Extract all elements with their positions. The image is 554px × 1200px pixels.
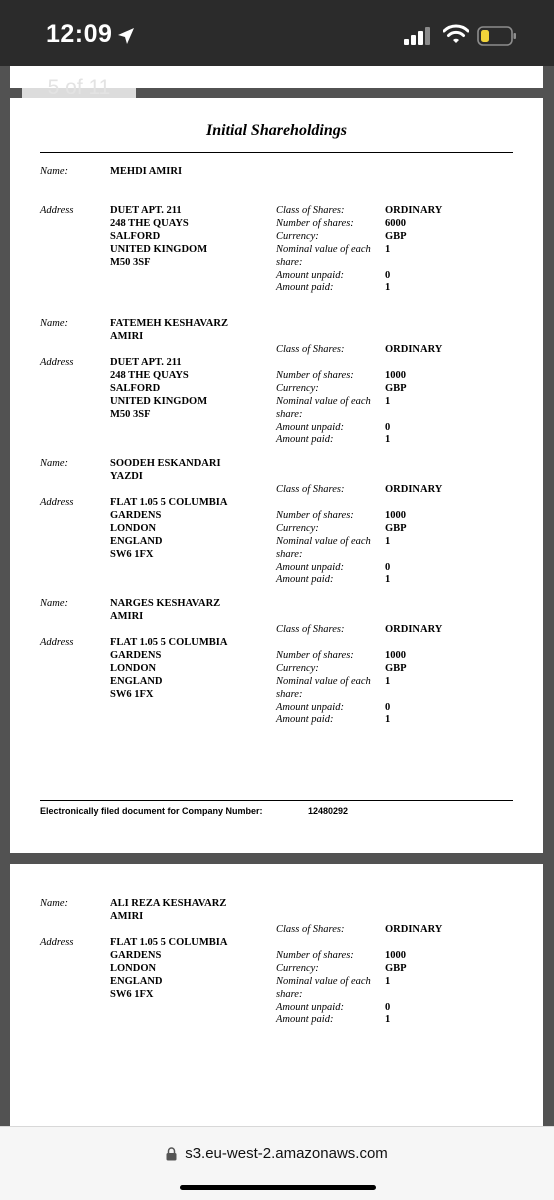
location-arrow-icon: [117, 27, 135, 45]
address-label: Address: [40, 637, 74, 648]
amount-unpaid-value: 0: [385, 269, 391, 281]
nominal-value-label: Nominal value of each: [276, 395, 371, 407]
number-of-shares-value: 1000: [385, 649, 406, 661]
address-bar[interactable]: [0, 1145, 554, 1162]
class-of-shares-value: ORDINARY: [385, 344, 443, 355]
nominal-value-label: Nominal value of each: [276, 675, 371, 687]
shareholder-name: NARGES KESHAVARZ: [110, 598, 221, 609]
class-of-shares-label: Class of Shares:: [276, 924, 345, 935]
currency-label: Currency:: [276, 522, 319, 534]
address-line: ENGLAND: [110, 535, 163, 547]
name-label: Name:: [40, 898, 68, 909]
address-line: FLAT 1.05 5 COLUMBIA: [110, 937, 228, 948]
nominal-value-value: 1: [385, 535, 391, 547]
address-line: LONDON: [110, 522, 157, 534]
address-label: Address: [40, 497, 74, 508]
class-of-shares-label: Class of Shares:: [276, 344, 345, 355]
address-line: LONDON: [110, 962, 157, 974]
pdf-page-current: [10, 98, 543, 853]
address-label: Address: [40, 937, 74, 948]
number-of-shares-value: 1000: [385, 509, 406, 521]
class-of-shares-label: Class of Shares:: [276, 484, 345, 495]
nominal-value-label: share:: [276, 548, 303, 560]
status-bar: [0, 0, 554, 66]
number-of-shares-label: Number of shares:: [276, 509, 354, 521]
pdf-viewer[interactable]: [0, 66, 554, 1126]
nominal-value-label: share:: [276, 988, 303, 1000]
shareholder-name: MEHDI AMIRI: [110, 166, 183, 177]
address-line: FLAT 1.05 5 COLUMBIA: [110, 637, 228, 648]
status-time: 12:09: [46, 20, 113, 48]
shareholder-name: YAZDI: [110, 470, 143, 482]
amount-unpaid-value: 0: [385, 421, 391, 433]
address-label: Address: [40, 205, 74, 216]
currency-value: GBP: [385, 230, 407, 242]
nominal-value-value: 1: [385, 975, 391, 987]
nominal-value-label: share:: [276, 256, 303, 268]
home-indicator[interactable]: [180, 1185, 376, 1190]
number-of-shares-label: Number of shares:: [276, 369, 354, 381]
currency-value: GBP: [385, 382, 407, 394]
nominal-value-value: 1: [385, 243, 391, 255]
address-line: DUET APT. 211: [110, 205, 182, 216]
shareholder-name: SOODEH ESKANDARI: [110, 458, 221, 469]
page-title: Initial Shareholdings: [206, 122, 347, 139]
shareholder-name: AMIRI: [110, 330, 144, 342]
address-line: ENGLAND: [110, 675, 163, 687]
class-of-shares-value: ORDINARY: [385, 205, 443, 216]
pdf-page-next: [10, 864, 543, 1126]
address-line: UNITED KINGDOM: [110, 395, 208, 407]
amount-paid-label: Amount paid:: [276, 574, 334, 586]
amount-unpaid-value: 0: [385, 701, 391, 713]
wifi-icon: [443, 24, 469, 44]
number-of-shares-value: 6000: [385, 217, 406, 229]
lock-icon: [166, 1147, 177, 1161]
amount-unpaid-label: Amount unpaid:: [276, 701, 344, 713]
amount-paid-value: 1: [385, 282, 391, 294]
name-label: Name:: [40, 318, 68, 329]
shareholder-name: ALI REZA KESHAVARZ: [110, 898, 227, 909]
address-line: SALFORD: [110, 382, 161, 394]
footer-divider: [40, 800, 513, 801]
address-label: Address: [40, 357, 74, 368]
nominal-value-value: 1: [385, 675, 391, 687]
address-line: UNITED KINGDOM: [110, 243, 208, 255]
address-line: SW6 1FX: [110, 688, 154, 700]
amount-paid-label: Amount paid:: [276, 714, 334, 726]
amount-unpaid-label: Amount unpaid:: [276, 269, 344, 281]
footer-label: Electronically filed document for Company Number:: [40, 806, 263, 816]
number-of-shares-value: 1000: [385, 369, 406, 381]
nominal-value-label: Nominal value of each: [276, 243, 371, 255]
currency-label: Currency:: [276, 962, 319, 974]
currency-value: GBP: [385, 522, 407, 534]
amount-unpaid-label: Amount unpaid:: [276, 1001, 344, 1013]
currency-label: Currency:: [276, 382, 319, 394]
class-of-shares-value: ORDINARY: [385, 624, 443, 635]
address-line: M50 3SF: [110, 408, 151, 420]
number-of-shares-label: Number of shares:: [276, 217, 354, 229]
address-line: 248 THE QUAYS: [110, 369, 189, 381]
address-line: LONDON: [110, 662, 157, 674]
currency-label: Currency:: [276, 662, 319, 674]
amount-unpaid-label: Amount unpaid:: [276, 421, 344, 433]
shareholder-name: FATEMEH KESHAVARZ: [110, 318, 228, 329]
currency-value: GBP: [385, 962, 407, 974]
url-text: s3.eu-west-2.amazonaws.com: [185, 1145, 388, 1162]
amount-paid-value: 1: [385, 434, 391, 446]
amount-paid-value: 1: [385, 574, 391, 586]
page-indicator: 5 of 11: [22, 68, 136, 108]
cellular-signal-icon: [404, 27, 432, 45]
address-line: ENGLAND: [110, 975, 163, 987]
name-label: Name:: [40, 166, 68, 177]
nominal-value-label: Nominal value of each: [276, 975, 371, 987]
amount-unpaid-value: 0: [385, 561, 391, 573]
shareholder-name: AMIRI: [110, 910, 144, 922]
nominal-value-value: 1: [385, 395, 391, 407]
amount-unpaid-value: 0: [385, 1001, 391, 1013]
address-line: FLAT 1.05 5 COLUMBIA: [110, 497, 228, 508]
browser-bottom-bar: [0, 1126, 554, 1200]
number-of-shares-label: Number of shares:: [276, 649, 354, 661]
amount-unpaid-label: Amount unpaid:: [276, 561, 344, 573]
address-line: DUET APT. 211: [110, 357, 182, 368]
address-line: SALFORD: [110, 230, 161, 242]
currency-value: GBP: [385, 662, 407, 674]
number-of-shares-label: Number of shares:: [276, 949, 354, 961]
name-label: Name:: [40, 458, 68, 469]
amount-paid-value: 1: [385, 1014, 391, 1026]
title-divider: [40, 152, 513, 153]
address-line: SW6 1FX: [110, 548, 154, 560]
battery-low-icon: [477, 26, 517, 46]
name-label: Name:: [40, 598, 68, 609]
address-line: GARDENS: [110, 949, 162, 961]
class-of-shares-label: Class of Shares:: [276, 624, 345, 635]
class-of-shares-value: ORDINARY: [385, 484, 443, 495]
address-line: SW6 1FX: [110, 988, 154, 1000]
company-number: 12480292: [308, 806, 349, 816]
amount-paid-label: Amount paid:: [276, 434, 334, 446]
address-line: GARDENS: [110, 649, 162, 661]
nominal-value-label: Nominal value of each: [276, 535, 371, 547]
currency-label: Currency:: [276, 230, 319, 242]
number-of-shares-value: 1000: [385, 949, 406, 961]
amount-paid-label: Amount paid:: [276, 1014, 334, 1026]
amount-paid-value: 1: [385, 714, 391, 726]
address-line: M50 3SF: [110, 256, 151, 268]
address-line: GARDENS: [110, 509, 162, 521]
class-of-shares-value: ORDINARY: [385, 924, 443, 935]
class-of-shares-label: Class of Shares:: [276, 205, 345, 216]
amount-paid-label: Amount paid:: [276, 282, 334, 294]
nominal-value-label: share:: [276, 688, 303, 700]
shareholder-name: AMIRI: [110, 610, 144, 622]
nominal-value-label: share:: [276, 408, 303, 420]
address-line: 248 THE QUAYS: [110, 217, 189, 229]
